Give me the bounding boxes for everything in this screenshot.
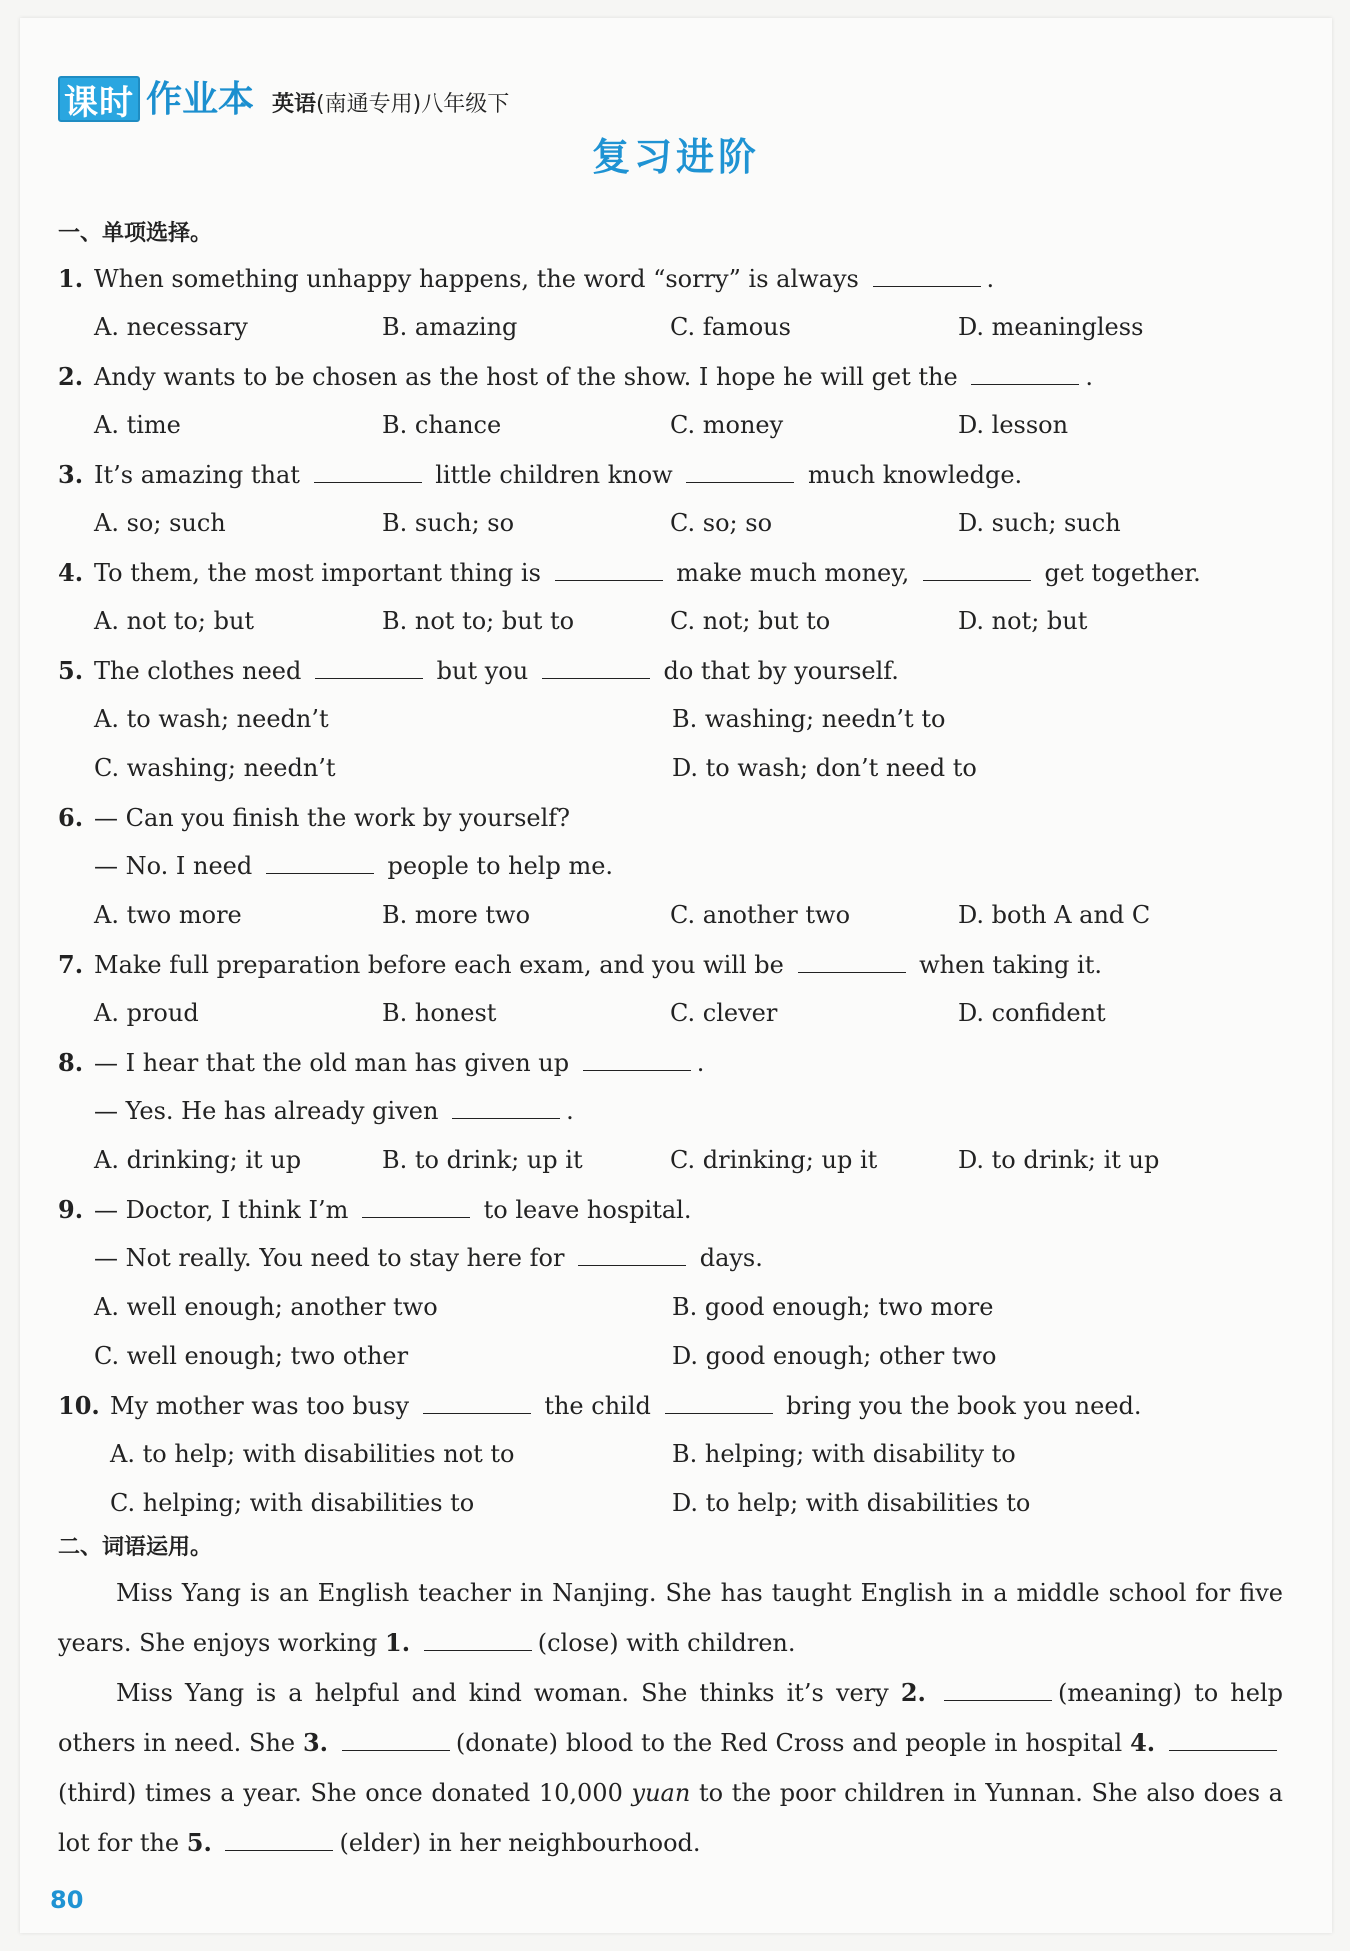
option-a[interactable]: A. to wash; needn’t <box>94 705 329 733</box>
option-b[interactable]: B. not to; but to <box>382 607 575 635</box>
content <box>58 214 1283 1868</box>
options-4 <box>58 597 1283 646</box>
header <box>58 56 509 122</box>
option-a[interactable]: A. time <box>94 411 181 439</box>
answer-blank[interactable] <box>342 1724 450 1751</box>
subject-label: 英语(南通专用)八年级下 <box>272 92 510 117</box>
option-c[interactable]: C. famous <box>670 313 791 341</box>
answer-blank[interactable] <box>873 260 981 287</box>
options-10-row1 <box>58 1430 1283 1479</box>
option-b[interactable]: B. chance <box>382 411 502 439</box>
options-9-row2 <box>58 1332 1283 1381</box>
option-c[interactable]: C. helping; with disabilities to <box>110 1489 475 1517</box>
options-9-row1 <box>58 1283 1283 1332</box>
options-3 <box>58 499 1283 548</box>
question-4: 4. To them, the most important thing is make much money, get together. <box>58 548 1283 597</box>
page-title: 复习进阶 <box>591 135 760 179</box>
option-d[interactable]: D. meaningless <box>958 313 1144 341</box>
answer-blank[interactable] <box>423 1387 531 1414</box>
answer-blank[interactable] <box>1169 1724 1277 1751</box>
answer-blank[interactable] <box>452 1092 560 1119</box>
option-b[interactable]: B. good enough; two more <box>672 1293 994 1321</box>
option-a[interactable]: A. so; such <box>94 509 226 537</box>
option-d[interactable]: D. to drink; it up <box>958 1146 1160 1174</box>
options-5-row2 <box>58 744 1283 793</box>
option-b[interactable]: B. honest <box>382 999 497 1027</box>
question-3: 3. It’s amazing that little children know much knowledge. <box>58 450 1283 499</box>
options-6 <box>58 891 1283 940</box>
options-7 <box>58 989 1283 1038</box>
answer-blank[interactable] <box>923 554 1031 581</box>
answer-blank[interactable] <box>555 554 663 581</box>
passage-paragraph-2: Miss Yang is a helpful and kind woman. She thinks it’s very 2. (meaning) to help others in need. She 3. (donate) blood to the Red Cross and people in hospital 4. (third) times a year. She once donated 10,000 yuan to the poor children in Yunnan. She also does a lot for the 5. (elder) in her neighbourhood. <box>58 1668 1283 1868</box>
page-number: 80 <box>50 1886 84 1914</box>
passage-paragraph-1: Miss Yang is an English teacher in Nanjing. She has taught English in a middle school for five years. She enjoys working 1. (close) with children. <box>58 1579 1283 1657</box>
option-b[interactable]: B. helping; with disability to <box>672 1440 1016 1468</box>
option-d[interactable]: D. lesson <box>958 411 1069 439</box>
option-b[interactable]: B. to drink; up it <box>382 1146 583 1174</box>
answer-blank[interactable] <box>314 456 422 483</box>
answer-blank[interactable] <box>362 1191 470 1218</box>
answer-blank[interactable] <box>686 456 794 483</box>
question-9: 9. — Doctor, I think I’m to leave hospital. <box>58 1185 1283 1234</box>
question-9-reply: — Not really. You need to stay here for days. <box>58 1234 1283 1283</box>
answer-blank[interactable] <box>583 1044 691 1071</box>
options-8 <box>58 1136 1283 1185</box>
answer-blank[interactable] <box>424 1624 532 1651</box>
question-7: 7. Make full preparation before each exam, and you will be when taking it. <box>58 940 1283 989</box>
book-logo: 课时 <box>58 76 140 122</box>
answer-blank[interactable] <box>225 1824 333 1851</box>
option-d[interactable]: D. good enough; other two <box>672 1342 997 1370</box>
option-a[interactable]: A. necessary <box>94 313 248 341</box>
option-b[interactable]: B. such; so <box>382 509 515 537</box>
option-b[interactable]: B. amazing <box>382 313 518 341</box>
option-c[interactable]: C. not; but to <box>670 607 831 635</box>
answer-blank[interactable] <box>542 652 650 679</box>
answer-blank[interactable] <box>578 1239 686 1266</box>
options-5-row1 <box>58 695 1283 744</box>
answer-blank[interactable] <box>971 358 1079 385</box>
answer-blank[interactable] <box>266 847 374 874</box>
question-6: 6. — Can you finish the work by yourself? <box>58 803 571 832</box>
answer-blank[interactable] <box>798 946 906 973</box>
option-a[interactable]: A. not to; but <box>94 607 255 635</box>
option-d[interactable]: D. not; but <box>958 607 1088 635</box>
worksheet-page <box>20 18 1332 1933</box>
answer-blank[interactable] <box>665 1387 773 1414</box>
question-8: 8. — I hear that the old man has given up . <box>58 1038 1283 1087</box>
answer-blank[interactable] <box>944 1674 1052 1701</box>
option-a[interactable]: A. proud <box>94 999 199 1027</box>
option-c[interactable]: C. drinking; up it <box>670 1146 878 1174</box>
option-c[interactable]: C. money <box>670 411 784 439</box>
question-1: 1. When something unhappy happens, the word “sorry” is always . <box>58 254 1283 303</box>
option-c[interactable]: C. well enough; two other <box>94 1342 409 1370</box>
question-8-reply: — Yes. He has already given . <box>58 1087 1283 1136</box>
book-logo-text: 作业本 <box>146 79 255 120</box>
section-heading-1: 一、单项选择。 <box>58 221 213 246</box>
question-6-reply: — No. I need people to help me. <box>58 842 1283 891</box>
option-c[interactable]: C. clever <box>670 999 778 1027</box>
option-a[interactable]: A. to help; with disabilities not to <box>110 1440 515 1468</box>
option-a[interactable]: A. drinking; it up <box>94 1146 302 1174</box>
options-1 <box>58 303 1283 352</box>
option-c[interactable]: C. washing; needn’t <box>94 754 336 782</box>
options-2 <box>58 401 1283 450</box>
options-10-row2 <box>58 1479 1283 1528</box>
option-a[interactable]: A. two more <box>94 901 242 929</box>
option-d[interactable]: D. to wash; don’t need to <box>672 754 977 782</box>
option-b[interactable]: B. more two <box>382 901 531 929</box>
option-d[interactable]: D. such; such <box>958 509 1121 537</box>
option-c[interactable]: C. another two <box>670 901 851 929</box>
option-d[interactable]: D. confident <box>958 999 1106 1027</box>
option-a[interactable]: A. well enough; another two <box>94 1293 438 1321</box>
option-d[interactable]: D. to help; with disabilities to <box>672 1489 1031 1517</box>
option-d[interactable]: D. both A and C <box>958 901 1151 929</box>
option-b[interactable]: B. washing; needn’t to <box>672 705 946 733</box>
question-10: 10. My mother was too busy the child bring you the book you need. <box>58 1381 1283 1430</box>
section-heading-2: 二、词语运用。 <box>58 1535 213 1560</box>
question-5: 5. The clothes need but you do that by yourself. <box>58 646 1283 695</box>
question-2: 2. Andy wants to be chosen as the host of the show. I hope he will get the . <box>58 352 1283 401</box>
option-c[interactable]: C. so; so <box>670 509 773 537</box>
answer-blank[interactable] <box>315 652 423 679</box>
